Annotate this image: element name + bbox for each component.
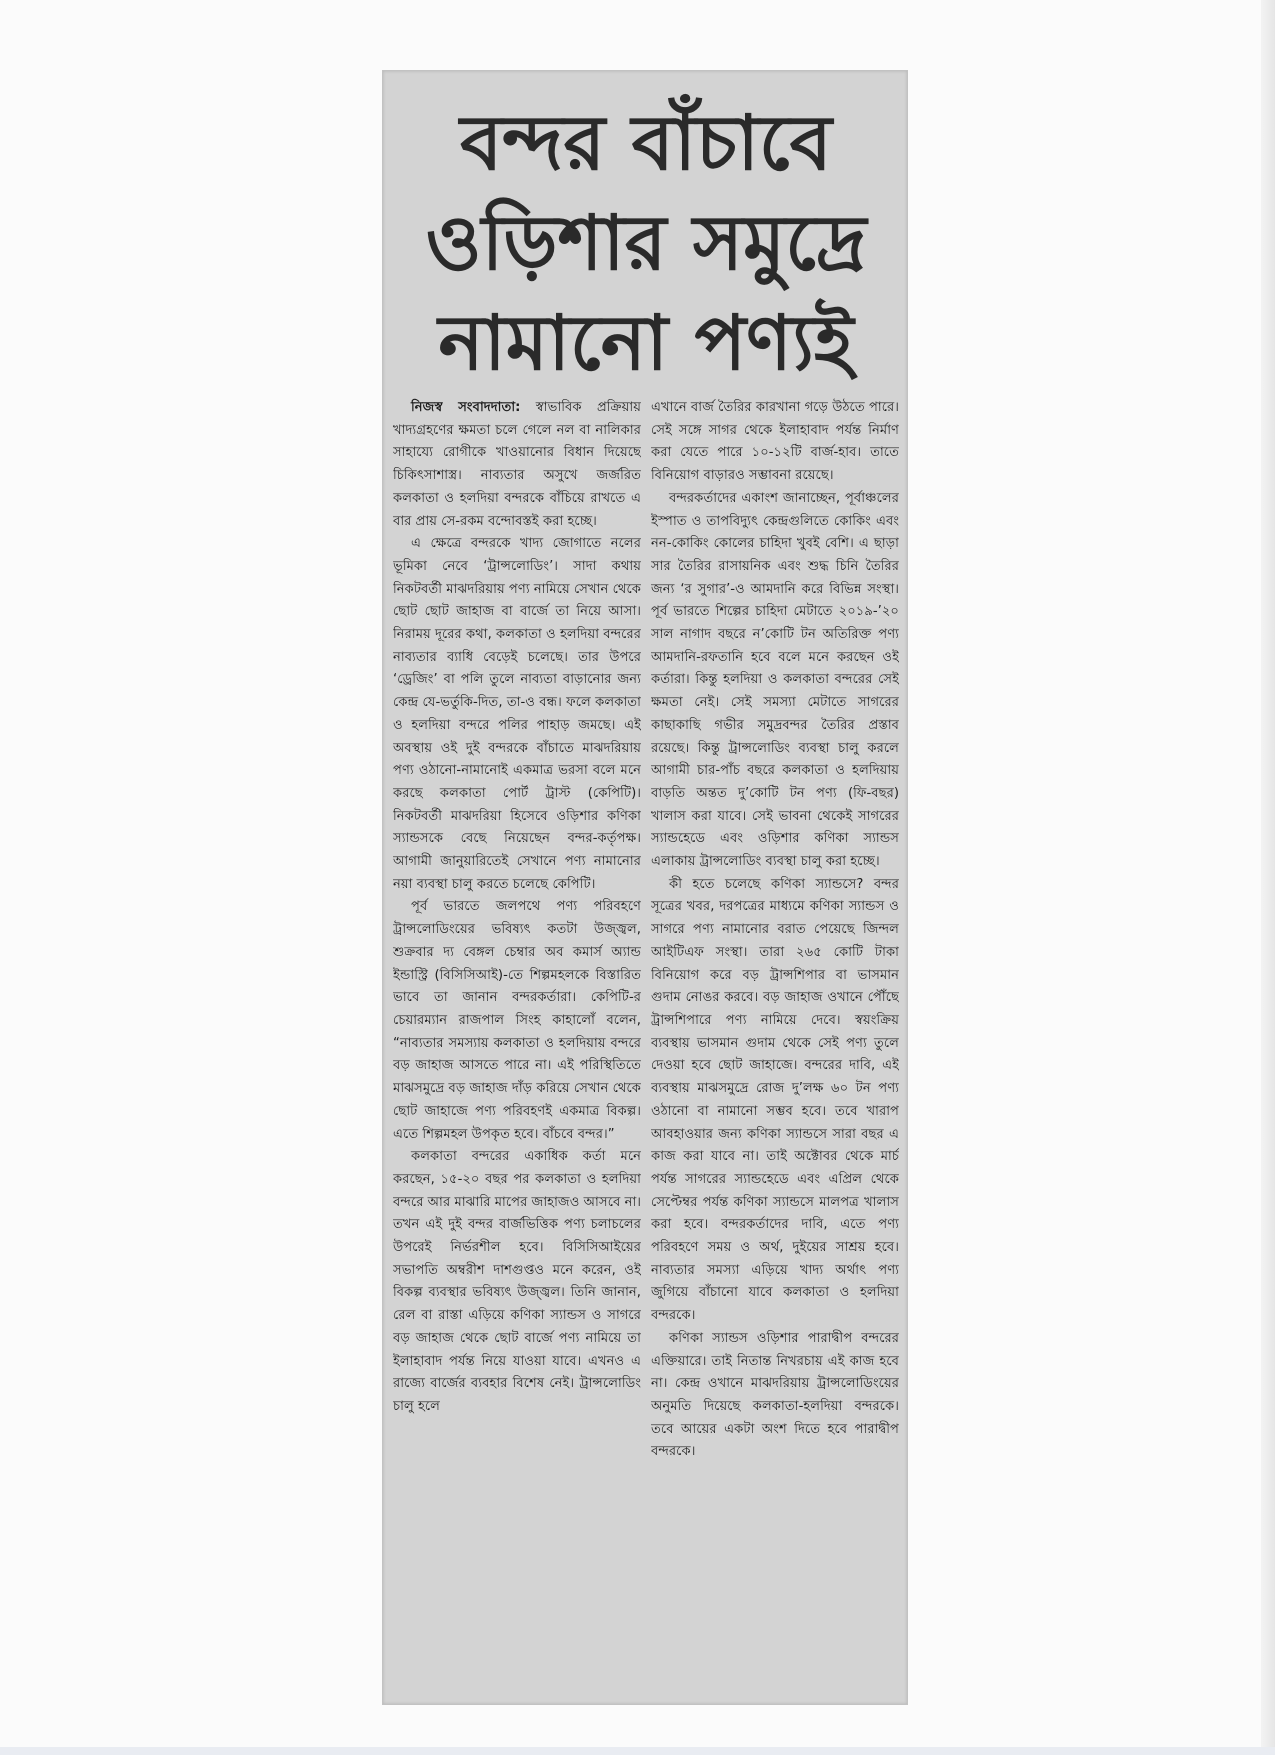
article-paragraph: পূর্ব ভারতে জলপথে পণ্য পরিবহণে ট্রান্সলোডিংয়ের ভবিষ্যৎ কতটা উজ্জ্বল, শুক্রবার দ্য বেঙ্গল চেম্বার অব কমার্স অ্যান্ড ইন্ডাস্ট্রি (বিসিসিআই)-তে শিল্পমহলকে বিস্তারিত ভাবে তা জানান বন্দরকর্তারা। কেপিটি-র চেয়ারম্যান রাজপাল সিংহ কাহালোঁ বলেন, “নাব্যতার সমস্যায় কলকাতা ও হলদিয়ায় বন্দরে বড় জাহাজ আসতে পারে না। এই পরিস্থিতিতে মাঝসমুদ্রে বড় জাহাজ দাঁড় করিয়ে সেখান থেকে ছোট জাহাজে পণ্য পরিবহণই একমাত্র বিকল্প। এতে শিল্পমহল উপকৃত হবে। বাঁচবে বন্দর।”	[393, 899, 641, 1142]
byline: নিজস্ব সংবাদদাতা:	[411, 400, 521, 415]
headline-line-1: বন্দর বাঁচাবে	[460, 98, 832, 187]
article-paragraph: এখানে বার্জ তৈরির কারখানা গড়ে উঠতে পারে। সেই সঙ্গে সাগর থেকে ইলাহাবাদ পর্যন্ত নির্মাণ করা যেতে পারে ১০-১২টি বার্জ-হাব। তাতে বিনিয়োগ বাড়ারও সম্ভাবনা রয়েছে।	[651, 400, 899, 484]
article-column-2	[651, 397, 899, 1697]
headline-line-2: ওড়িশার সমুদ্রে	[425, 198, 867, 287]
article-paragraph: এ ক্ষেত্রে বন্দরকে খাদ্য জোগাতে নলের ভূমিকা নেবে ‘ট্রান্সলোডিং’। সাদা কথায় নিকটবর্তী মাঝদরিয়ায় পণ্য নামিয়ে সেখান থেকে ছোট ছোট জাহাজ বা বার্জে তা নিয়ে আসা। নিরাময় দূরের কথা, কলকাতা ও হলদিয়া বন্দরের নাব্যতার ব্যাধি বেড়েই চলেছে। তার উপরে ‘ড্রেজিং’ বা পলি তুলে নাব্যতা বাড়ানোর জন্য কেন্দ্র যে-ভর্তুকি-দিত, তা-ও বন্ধ। ফলে কলকাতা ও হলদিয়া বন্দরে পলির পাহাড় জমছে। এই অবস্থায় ওই দুই বন্দরকে বাঁচাতে মাঝদরিয়ায় পণ্য ওঠানো-নামানোই একমাত্র ভরসা বলে মনে করছে কলকাতা পোর্ট ট্রাস্ট (কেপিটি)। নিকটবর্তী মাঝদরিয়া হিসেবে ওড়িশার কণিকা স্যান্ডসকে বেছে নিয়েছেন বন্দর-কর্তৃপক্ষ। আগামী জানুয়ারিতেই সেখানে পণ্য নামানোর নয়া ব্যবস্থা চালু করতে চলেছে কেপিটি।	[393, 536, 641, 892]
article-paragraph: কলকাতা বন্দরের একাধিক কর্তা মনে করছেন, ১৫-২০ বছর পর কলকাতা ও হলদিয়া বন্দরে আর মাঝারি মাপের জাহাজও আসবে না। তখন এই দুই বন্দর বার্জভিত্তিক পণ্য চলাচলের উপরেই নির্ভরশীল হবে। বিসিসিআইয়ের সভাপতি অম্বরীশ দাশগুপ্তও মনে করেন, ওই বিকল্প ব্যবস্থার ভবিষ্যৎ উজ্জ্বল। তিনি জানান, রেল বা রাস্তা এড়িয়ে কণিকা স্যান্ডস ও সাগরে বড় জাহাজ থেকে ছোট বার্জে পণ্য নামিয়ে তা ইলাহাবাদ পর্যন্ত নিয়ে যাওয়া যাবে। এখনও এ রাজ্যে বার্জের ব্যবহার বিশেষ নেই। ট্রান্সলোডিং চালু হলে	[393, 1149, 641, 1414]
article-body	[393, 397, 899, 1697]
article-paragraph	[393, 397, 641, 533]
article-paragraph: কণিকা স্যান্ডস ওড়িশার পারাদ্বীপ বন্দরের এক্তিয়ারে। তাই নিতান্ত নিখরচায় এই কাজ হবে না। কেন্দ্র ওখানে মাঝদরিয়ায় ট্রান্সলোডিংয়ের অনুমতি দিয়েছে কলকাতা-হলদিয়া বন্দরকে। তবে আয়ের একটা অংশ দিতে হবে পারাদ্বীপ বন্দরকে।	[651, 1330, 899, 1460]
headline-line-3: নামানো পণ্যই	[438, 298, 854, 387]
scan-edge	[1261, 0, 1275, 1755]
headline	[383, 93, 909, 393]
article-column-1	[393, 397, 641, 1697]
paragraph-text: স্বাভাবিক প্রক্রিয়ায় খাদ্যগ্রহণের ক্ষমতা চলে গেলে নল বা নালিকার সাহায্যে রোগীকে খাওয়ানোর বিধান দিয়েছে চিকিৎসাশাস্ত্র। নাব্যতার অসুখে জর্জরিত কলকাতা ও হলদিয়া বন্দরকে বাঁচিয়ে রাখতে এ বার প্রায় সে-রকম বন্দোবস্তই করা হচ্ছে।	[393, 400, 641, 529]
article-paragraph: বন্দরকর্তাদের একাংশ জানাচ্ছেন, পূর্বাঞ্চলের ইস্পাত ও তাপবিদ্যুৎ কেন্দ্রগুলিতে কোকিং এবং নন-কোকিং কোলের চাহিদা খুবই বেশি। এ ছাড়া সার তৈরির রাসায়নিক এবং শুদ্ধ চিনি তৈরির জন্য ‘র সুগার’-ও আমদানি করে বিভিন্ন সংস্থা। পূর্ব ভারতে শিল্পের চাহিদা মেটাতে ২০১৯-’২০ সাল নাগাদ বছরে ন’কোটি টন অতিরিক্ত পণ্য আমদানি-রফতানি হবে বলে মনে করছেন ওই কর্তারা। কিন্তু হলদিয়া ও কলকাতা বন্দরের সেই ক্ষমতা নেই। সেই সমস্যা মেটাতে সাগরের কাছাকাছি গভীর সমুদ্রবন্দর তৈরির প্রস্তাব রয়েছে। কিন্তু ট্রান্সলোডিং ব্যবস্থা চালু করলে আগামী চার-পাঁচ বছরে কলকাতা ও হলদিয়ায় বাড়তি অন্তত দু’কোটি টন পণ্য (ফি-বছর) খালাস করা যাবে। সেই ভাবনা থেকেই সাগরের স্যান্ডহেডে এবং ওড়িশার কণিকা স্যান্ডস এলাকায় ট্রান্সলোডিং ব্যবস্থা চালু করা হচ্ছে।	[651, 490, 899, 870]
newspaper-clipping	[382, 70, 908, 1705]
scanner-bottom-band	[0, 1747, 1275, 1755]
article-paragraph: কী হতে চলেছে কণিকা স্যান্ডসে? বন্দর সূত্রের খবর, দরপত্রের মাধ্যমে কণিকা স্যান্ডস ও সাগরে পণ্য নামানোর বরাত পেয়েছে জিন্দল আইটিএফ সংস্থা। তারা ২৬৫ কোটি টাকা বিনিয়োগ করে বড় ট্রান্সশিপার বা ভাসমান গুদাম নোঙর করবে। বড় জাহাজ ওখানে পৌঁছে ট্রান্সশিপারে পণ্য নামিয়ে দেবে। স্বয়ংক্রিয় ব্যবস্থায় ভাসমান গুদাম থেকে সেই পণ্য তুলে দেওয়া হবে ছোট জাহাজে। বন্দরের দাবি, এই ব্যবস্থায় মাঝসমুদ্রে রোজ দু’লক্ষ ৬০ টন পণ্য ওঠানো বা নামানো সম্ভব হবে। তবে খারাপ আবহাওয়ার জন্য কণিকা স্যান্ডসে সারা বছর এ কাজ করা যাবে না। তাই অক্টোবর থেকে মার্চ পর্যন্ত সাগরের স্যান্ডহেডে এবং এপ্রিল থেকে সেপ্টেম্বর পর্যন্ত কণিকা স্যান্ডসে মালপত্র খালাস করা হবে। বন্দরকর্তাদের দাবি, এতে পণ্য পরিবহণে সময় ও অর্থ, দুইয়ের সাশ্রয় হবে। নাব্যতার সমস্যা এড়িয়ে খাদ্য অর্থাৎ পণ্য জুগিয়ে বাঁচানো যাবে কলকাতা ও হলদিয়া বন্দরকে।	[651, 876, 899, 1324]
